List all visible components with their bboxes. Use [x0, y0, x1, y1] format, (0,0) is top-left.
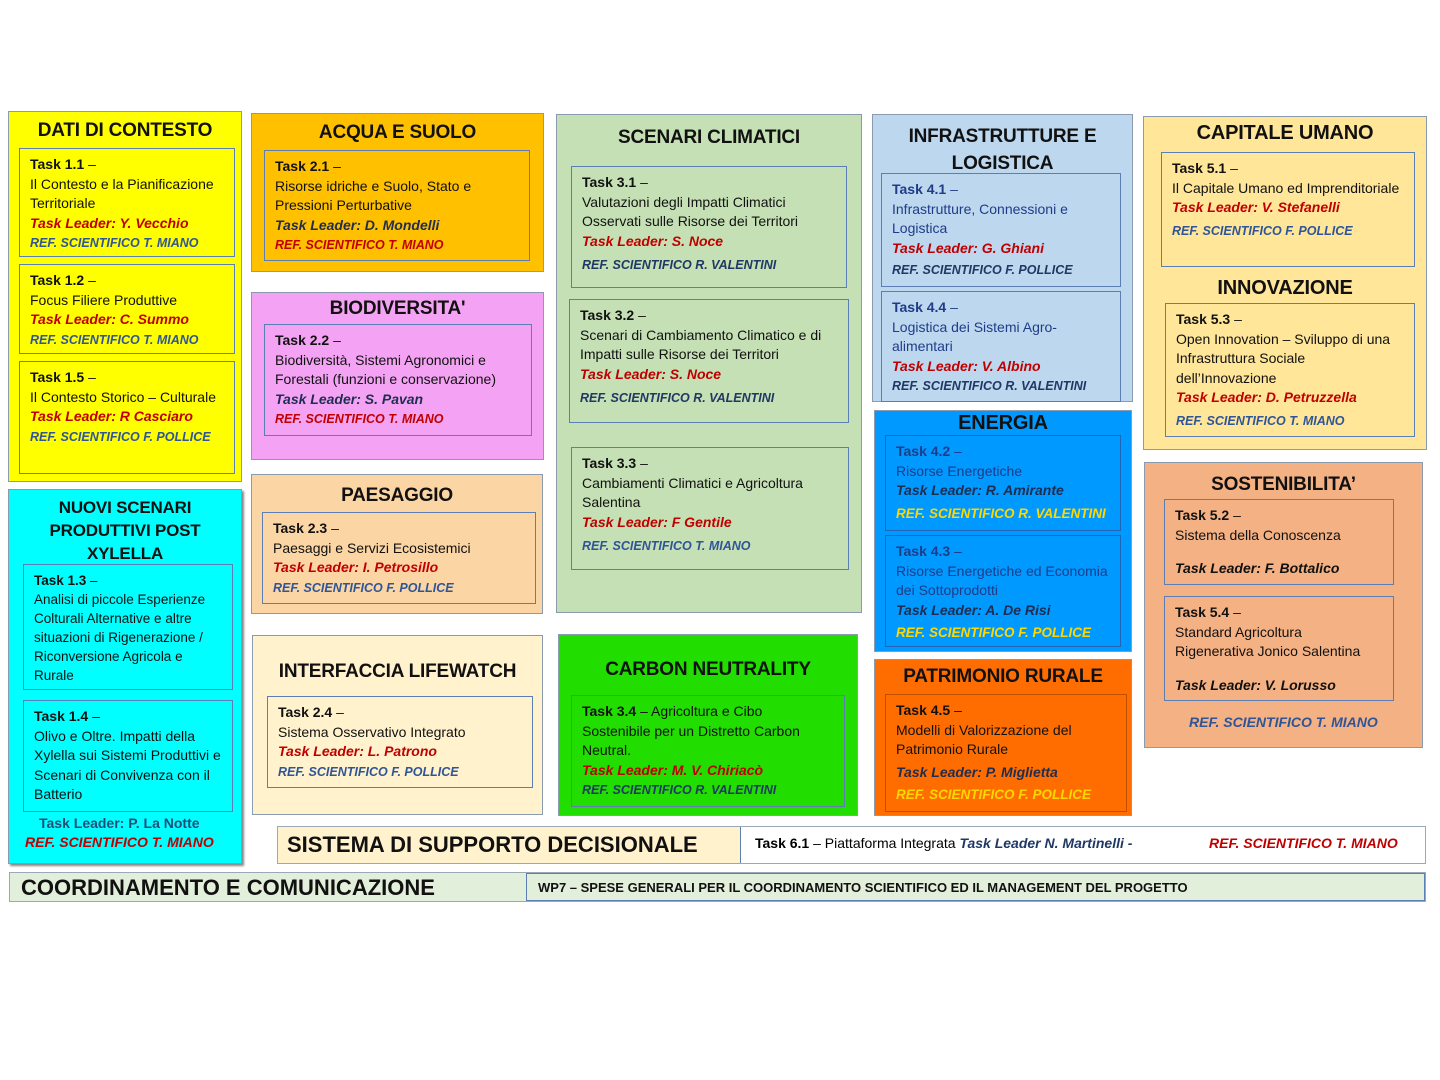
- task-desc: Sistema Osservativo Integrato: [278, 723, 466, 740]
- panel-infrastrutture: [872, 114, 1133, 402]
- task-5-2: [1164, 499, 1394, 585]
- task-sep: –: [84, 369, 96, 385]
- task-sep: –: [636, 174, 648, 190]
- task-sep: –: [1229, 604, 1241, 620]
- task-desc: Standard Agricoltura Rigenerativa Jonico Salentina: [1175, 623, 1361, 660]
- task-number: Task 2.4: [278, 704, 333, 720]
- panel-biodiversita: [251, 292, 544, 460]
- task-sep: –: [636, 703, 648, 719]
- task-3-3: [571, 447, 849, 570]
- panel-title: PATRIMONIO RURALE: [903, 666, 1103, 687]
- task-leader: Task Leader: S. Pavan: [275, 390, 424, 407]
- task-3-2: [569, 299, 849, 423]
- task-ref: REF. SCIENTIFICO F. POLLICE: [273, 580, 454, 595]
- task-sep: –: [332, 704, 344, 720]
- task-leader: Task Leader: D. Mondelli: [275, 216, 440, 233]
- wp7-box: [526, 873, 1425, 901]
- task-leader: Task Leader: S. Noce: [582, 232, 724, 249]
- task-2-1: [264, 150, 530, 261]
- task-sep: –: [636, 455, 648, 471]
- task-desc: Sistema della Conoscenza: [1175, 526, 1341, 543]
- panel-title: BIODIVERSITA': [329, 298, 466, 319]
- task-number: Task 3.3: [582, 455, 637, 471]
- task-5-3: [1165, 303, 1415, 437]
- task-leader: Task Leader: R. Amirante: [896, 482, 1064, 499]
- task-leader: Task Leader: D. Petruzzella: [1176, 389, 1357, 406]
- task-sep: –: [950, 702, 962, 718]
- panel-energia: [874, 410, 1132, 652]
- panel-nuovi-scenari: [8, 489, 242, 864]
- task-ref: REF. SCIENTIFICO F. POLLICE: [30, 429, 211, 444]
- task-desc: Open Innovation – Sviluppo di una Infrastruttura Sociale dell’Innovazione: [1176, 330, 1391, 386]
- task-leader: Task Leader: V. Stefanelli: [1172, 199, 1340, 216]
- task-desc: Infrastrutture, Connessioni e Logistica: [892, 200, 1068, 237]
- task-ref: REF. SCIENTIFICO T. MIANO: [1176, 413, 1345, 428]
- panel-paesaggio: [251, 474, 543, 614]
- panel-title: PAESAGGIO: [341, 485, 453, 506]
- panel-title: ACQUA E SUOLO: [318, 122, 477, 143]
- task-desc: Il Contesto e la Pianificazione Territoriale: [30, 175, 214, 212]
- panel-title: INFRASTRUTTURE E LOGISTICA: [908, 126, 1097, 174]
- task-leader: Task Leader: I. Petrosillo: [273, 559, 439, 576]
- task-number: Task 3.1: [582, 174, 637, 190]
- panel-subtitle: INNOVAZIONE: [1217, 277, 1353, 299]
- task-ref: REF. SCIENTIFICO R. VALENTINI: [580, 391, 775, 406]
- panel-title: CARBON NEUTRALITY: [605, 659, 811, 680]
- task-sep: –: [946, 299, 958, 315]
- task-number: Task 5.4: [1175, 604, 1230, 620]
- task-ref: REF. SCIENTIFICO R. VALENTINI: [582, 783, 777, 798]
- task-3-1: [571, 166, 847, 288]
- task-sep: –: [950, 443, 962, 459]
- panel-title: DATI DI CONTESTO: [37, 120, 213, 141]
- task-sep: –: [946, 181, 958, 197]
- task-6-1-box: [740, 827, 1425, 863]
- panel-title: SCENARI CLIMATICI: [617, 127, 801, 148]
- task-number: Task 3.4: [582, 703, 637, 719]
- task-number: Task 1.5: [30, 369, 85, 385]
- task-4-3: [885, 535, 1121, 647]
- task-sep: –: [88, 708, 100, 724]
- panel-capitale-umano: [1143, 116, 1427, 450]
- task-desc: Il Contesto Storico – Culturale: [30, 388, 216, 405]
- task-1-4: [23, 700, 233, 812]
- task-number: Task 1.2: [30, 272, 85, 288]
- task-number: Task 4.4: [892, 299, 947, 315]
- task-leader: Task Leader: V. Albino: [892, 357, 1041, 374]
- task-leader: Task Leader: Y. Vecchio: [30, 214, 189, 231]
- task-desc: Biodiversità, Sistemi Agronomici e Forestali (funzioni e conservazione): [275, 351, 496, 388]
- task-number: Task 5.2: [1175, 507, 1230, 523]
- task-leader: Task Leader: A. De Risi: [896, 601, 1051, 618]
- task-4-4: [881, 291, 1121, 402]
- task-4-5: [885, 694, 1127, 812]
- task-number: Task 3.2: [580, 307, 635, 323]
- task-sep: –: [1226, 160, 1238, 176]
- panel-interfaccia-lifewatch: [252, 635, 543, 815]
- task-ref: REF. SCIENTIFICO T. MIANO: [25, 834, 214, 850]
- coord-title: COORDINAMENTO E COMUNICAZIONE: [21, 875, 435, 900]
- task-ref: REF. SCIENTIFICO T. MIANO: [275, 412, 444, 427]
- task-leader: Task Leader: C. Summo: [30, 311, 189, 328]
- task-number: Task 4.3: [896, 543, 951, 559]
- task-leader: Task Leader: P. Miglietta: [896, 763, 1058, 780]
- task-sep: –: [634, 307, 646, 323]
- task-ref: REF. SCIENTIFICO R. VALENTINI: [892, 379, 1087, 394]
- panel-sostenibilita: [1144, 462, 1423, 748]
- task-desc: Valutazioni degli Impatti Climatici Osservati sulle Risorse dei Territori: [582, 193, 799, 230]
- task-ref: REF. SCIENTIFICO T. MIANO: [275, 238, 444, 253]
- task-ref: REF. SCIENTIFICO F. POLLICE: [896, 787, 1092, 803]
- task-sep: –: [1230, 311, 1242, 327]
- task-desc: Scenari di Cambiamento Climatico e di Impatti sulle Risorse dei Territori: [580, 326, 822, 363]
- task-leader: Task Leader: F Gentile: [582, 513, 732, 530]
- task-desc: Logistica dei Sistemi Agro-alimentari: [892, 318, 1057, 355]
- task-desc: Modelli di Valorizzazione del Patrimonio Rurale: [896, 721, 1072, 758]
- task-desc: Risorse Energetiche ed Economia dei Sottoprodotti: [896, 562, 1108, 599]
- task-desc: – Piattaforma Integrata: [809, 835, 960, 851]
- task-number: Task 4.2: [896, 443, 951, 459]
- task-desc: Il Capitale Umano ed Imprenditoriale: [1172, 179, 1400, 196]
- task-number: Task 1.3: [34, 573, 87, 588]
- task-desc: Risorse Energetiche: [896, 462, 1023, 479]
- task-4-1: [881, 173, 1121, 287]
- task-desc: Olivo e Oltre. Impatti della Xylella sui Sistemi Produttivi e Scenari di Convivenza con il Batterio: [34, 727, 221, 803]
- task-sep: –: [84, 156, 96, 172]
- task-ref: REF. SCIENTIFICO T. MIANO: [1209, 835, 1398, 851]
- panel-title: ENERGIA: [958, 412, 1048, 434]
- task-number: Task 6.1: [755, 835, 810, 851]
- task-sep: –: [950, 543, 962, 559]
- sistema-supporto-decisionale-bar: [277, 826, 1426, 864]
- task-leader: Task Leader: V. Lorusso: [1175, 676, 1336, 693]
- task-leader: Task Leader: P. La Notte: [39, 815, 200, 831]
- task-4-2: [885, 435, 1121, 531]
- task-number: Task 5.3: [1176, 311, 1231, 327]
- task-desc: Paesaggi e Servizi Ecosistemici: [273, 539, 471, 556]
- task-number: Task 1.1: [30, 156, 85, 172]
- panel-scenari-climatici: [556, 114, 862, 613]
- task-ref: REF. SCIENTIFICO F. POLLICE: [1172, 223, 1353, 238]
- task-leader: Task Leader: M. V. Chiriacò: [582, 761, 764, 778]
- panel-carbon-neutrality: [558, 634, 858, 816]
- task-3-4: [571, 695, 845, 807]
- task-leader: Task Leader: G. Ghiani: [892, 239, 1044, 256]
- task-leader: Task Leader: F. Bottalico: [1175, 560, 1340, 577]
- task-2-2: [264, 324, 532, 436]
- task-number: Task 2.3: [273, 520, 328, 536]
- task-leader: Task Leader N. Martinelli -: [959, 835, 1133, 851]
- task-leader: Task Leader: L. Patrono: [278, 743, 437, 760]
- sds-title: SISTEMA DI SUPPORTO DECISIONALE: [287, 832, 698, 857]
- task-leader: Task Leader: R Casciaro: [30, 408, 193, 425]
- task-ref: REF. SCIENTIFICO F. POLLICE: [896, 625, 1092, 641]
- task-1-3: [23, 564, 233, 690]
- task-1-1: [19, 148, 235, 257]
- task-ref: REF. SCIENTIFICO R. VALENTINI: [582, 258, 777, 273]
- task-desc: Analisi di piccole Esperienze Colturali Alternative e altre situazioni di Rigenerazione / Riconversione Agricola e Rurale: [34, 592, 206, 683]
- task-number: Task 5.1: [1172, 160, 1227, 176]
- task-desc: Agricoltura e Cibo Sostenibile per un Distretto Carbon Neutral.: [582, 703, 800, 759]
- panel-ref: REF. SCIENTIFICO T. MIANO: [1189, 714, 1378, 730]
- task-sep: –: [86, 573, 98, 588]
- task-number: Task 4.5: [896, 702, 951, 718]
- task-1-2: [19, 264, 235, 354]
- task-desc: Risorse idriche e Suolo, Stato e Pressioni Perturbative: [275, 177, 472, 214]
- task-ref: REF. SCIENTIFICO R. VALENTINI: [896, 505, 1106, 521]
- task-ref: REF. SCIENTIFICO T. MIANO: [582, 539, 751, 554]
- task-number: Task 2.1: [275, 158, 330, 174]
- task-ref: REF. SCIENTIFICO F. POLLICE: [278, 764, 459, 779]
- task-number: Task 2.2: [275, 332, 330, 348]
- panel-title: SOSTENIBILITA’: [1211, 474, 1356, 495]
- panel-dati-di-contesto: [8, 111, 242, 482]
- task-5-1: [1161, 152, 1415, 267]
- panel-title: NUOVI SCENARI PRODUTTIVI POST XYLELLA: [49, 498, 201, 563]
- panel-title: INTERFACCIA LIFEWATCH: [278, 661, 517, 682]
- task-sep: –: [329, 332, 341, 348]
- task-desc: Focus Filiere Produttive: [30, 291, 178, 308]
- task-leader: Task Leader: S. Noce: [580, 365, 722, 382]
- task-sep: –: [1229, 507, 1241, 523]
- task-ref: REF. SCIENTIFICO T. MIANO: [30, 236, 199, 251]
- task-sep: –: [84, 272, 96, 288]
- task-sep: –: [329, 158, 341, 174]
- coordinamento-bar: [9, 872, 1426, 902]
- task-5-4: [1164, 596, 1394, 701]
- task-2-4: [267, 696, 533, 788]
- panel-title: CAPITALE UMANO: [1196, 122, 1374, 144]
- task-number: Task 4.1: [892, 181, 947, 197]
- task-desc: Cambiamenti Climatici e Agricoltura Salentina: [582, 474, 803, 511]
- wp7-text: WP7 – SPESE GENERALI PER IL COORDINAMENTO SCIENTIFICO ED IL MANAGEMENT DEL PROGETTO: [538, 880, 1188, 895]
- panel-patrimonio-rurale: [874, 659, 1132, 816]
- task-2-3: [262, 512, 536, 604]
- panel-acqua-e-suolo: [251, 113, 544, 272]
- task-1-5: [19, 361, 235, 474]
- task-number: Task 1.4: [34, 708, 89, 724]
- task-ref: REF. SCIENTIFICO T. MIANO: [30, 332, 199, 347]
- task-sep: –: [327, 520, 339, 536]
- task-ref: REF. SCIENTIFICO F. POLLICE: [892, 263, 1073, 278]
